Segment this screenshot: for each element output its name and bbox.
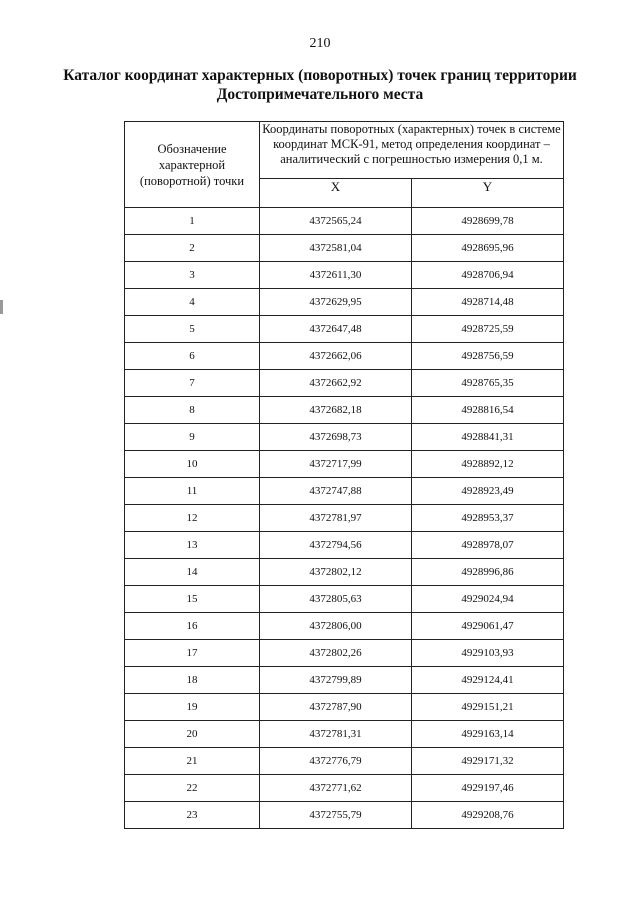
cell-x: 4372794,56 — [260, 532, 412, 559]
document-title — [60, 66, 580, 104]
cell-y: 4929124,41 — [412, 667, 564, 694]
cell-point-number: 5 — [125, 316, 260, 343]
table-row — [125, 289, 564, 316]
cell-y: 4928996,86 — [412, 559, 564, 586]
cell-x: 4372799,89 — [260, 667, 412, 694]
cell-x: 4372662,92 — [260, 370, 412, 397]
table-row — [125, 775, 564, 802]
cell-x: 4372781,31 — [260, 721, 412, 748]
cell-y: 4929208,76 — [412, 802, 564, 829]
cell-point-number: 22 — [125, 775, 260, 802]
cell-point-number: 11 — [125, 478, 260, 505]
table-row — [125, 721, 564, 748]
cell-point-number: 10 — [125, 451, 260, 478]
table-row — [125, 748, 564, 775]
cell-point-number: 23 — [125, 802, 260, 829]
cell-point-number: 19 — [125, 694, 260, 721]
cell-x: 4372698,73 — [260, 424, 412, 451]
scan-edge-mark — [0, 300, 3, 314]
table-row — [125, 370, 564, 397]
table-row — [125, 802, 564, 829]
table-row — [125, 262, 564, 289]
table-row — [125, 559, 564, 586]
cell-point-number: 2 — [125, 235, 260, 262]
cell-y: 4928892,12 — [412, 451, 564, 478]
cell-y: 4928695,96 — [412, 235, 564, 262]
cell-point-number: 9 — [125, 424, 260, 451]
page-number: 210 — [309, 36, 331, 51]
cell-y: 4928765,35 — [412, 370, 564, 397]
cell-point-number: 20 — [125, 721, 260, 748]
cell-y: 4928953,37 — [412, 505, 564, 532]
cell-y: 4928706,94 — [412, 262, 564, 289]
cell-y: 4928714,48 — [412, 289, 564, 316]
table-row — [125, 343, 564, 370]
cell-x: 4372781,97 — [260, 505, 412, 532]
table-row — [125, 640, 564, 667]
cell-point-number: 6 — [125, 343, 260, 370]
cell-point-number: 4 — [125, 289, 260, 316]
header-coordinates: Координаты поворотных (характерных) точек в системе координат МСК-91, метод определения координат – аналитический с погрешностью измерения 0,1 м. — [260, 122, 564, 179]
cell-x: 4372629,95 — [260, 289, 412, 316]
cell-x: 4372747,88 — [260, 478, 412, 505]
table-row — [125, 451, 564, 478]
cell-x: 4372755,79 — [260, 802, 412, 829]
cell-x: 4372647,48 — [260, 316, 412, 343]
cell-x: 4372802,26 — [260, 640, 412, 667]
cell-x: 4372771,62 — [260, 775, 412, 802]
table-row — [125, 478, 564, 505]
cell-y: 4929103,93 — [412, 640, 564, 667]
cell-y: 4928816,54 — [412, 397, 564, 424]
document-title-line-1: Каталог координат характерных (поворотных) точек границ территории — [63, 67, 577, 84]
cell-x: 4372806,00 — [260, 613, 412, 640]
cell-x: 4372717,99 — [260, 451, 412, 478]
table-row — [125, 316, 564, 343]
cell-y: 4928756,59 — [412, 343, 564, 370]
cell-y: 4928978,07 — [412, 532, 564, 559]
table-row — [125, 586, 564, 613]
table-row — [125, 532, 564, 559]
table-row — [125, 613, 564, 640]
cell-y: 4929171,32 — [412, 748, 564, 775]
cell-x: 4372787,90 — [260, 694, 412, 721]
document-title-line-2: Достопримечательного места — [216, 86, 424, 103]
table-row — [125, 694, 564, 721]
cell-x: 4372611,30 — [260, 262, 412, 289]
coordinates-table — [124, 121, 564, 829]
cell-point-number: 18 — [125, 667, 260, 694]
cell-point-number: 21 — [125, 748, 260, 775]
cell-point-number: 3 — [125, 262, 260, 289]
cell-point-number: 13 — [125, 532, 260, 559]
cell-y: 4929024,94 — [412, 586, 564, 613]
cell-x: 4372682,18 — [260, 397, 412, 424]
cell-y: 4929061,47 — [412, 613, 564, 640]
cell-x: 4372581,04 — [260, 235, 412, 262]
cell-point-number: 1 — [125, 208, 260, 235]
cell-point-number: 15 — [125, 586, 260, 613]
table-header-row — [125, 122, 564, 179]
cell-y: 4928923,49 — [412, 478, 564, 505]
cell-point-number: 14 — [125, 559, 260, 586]
cell-x: 4372662,06 — [260, 343, 412, 370]
cell-x: 4372802,12 — [260, 559, 412, 586]
cell-y: 4928725,59 — [412, 316, 564, 343]
header-x: X — [260, 179, 412, 208]
cell-point-number: 17 — [125, 640, 260, 667]
table-row — [125, 505, 564, 532]
cell-y: 4929151,21 — [412, 694, 564, 721]
cell-y: 4929163,14 — [412, 721, 564, 748]
cell-x: 4372805,63 — [260, 586, 412, 613]
cell-y: 4928841,31 — [412, 424, 564, 451]
table-row — [125, 397, 564, 424]
header-y: Y — [412, 179, 564, 208]
table-body — [125, 208, 564, 829]
cell-y: 4928699,78 — [412, 208, 564, 235]
cell-point-number: 16 — [125, 613, 260, 640]
cell-x: 4372776,79 — [260, 748, 412, 775]
cell-point-number: 12 — [125, 505, 260, 532]
cell-point-number: 8 — [125, 397, 260, 424]
cell-x: 4372565,24 — [260, 208, 412, 235]
cell-y: 4929197,46 — [412, 775, 564, 802]
cell-point-number: 7 — [125, 370, 260, 397]
header-point-designation: Обозначение характерной (поворотной) точки — [125, 122, 260, 208]
table-row — [125, 208, 564, 235]
table-row — [125, 667, 564, 694]
table-row — [125, 235, 564, 262]
table-row — [125, 424, 564, 451]
